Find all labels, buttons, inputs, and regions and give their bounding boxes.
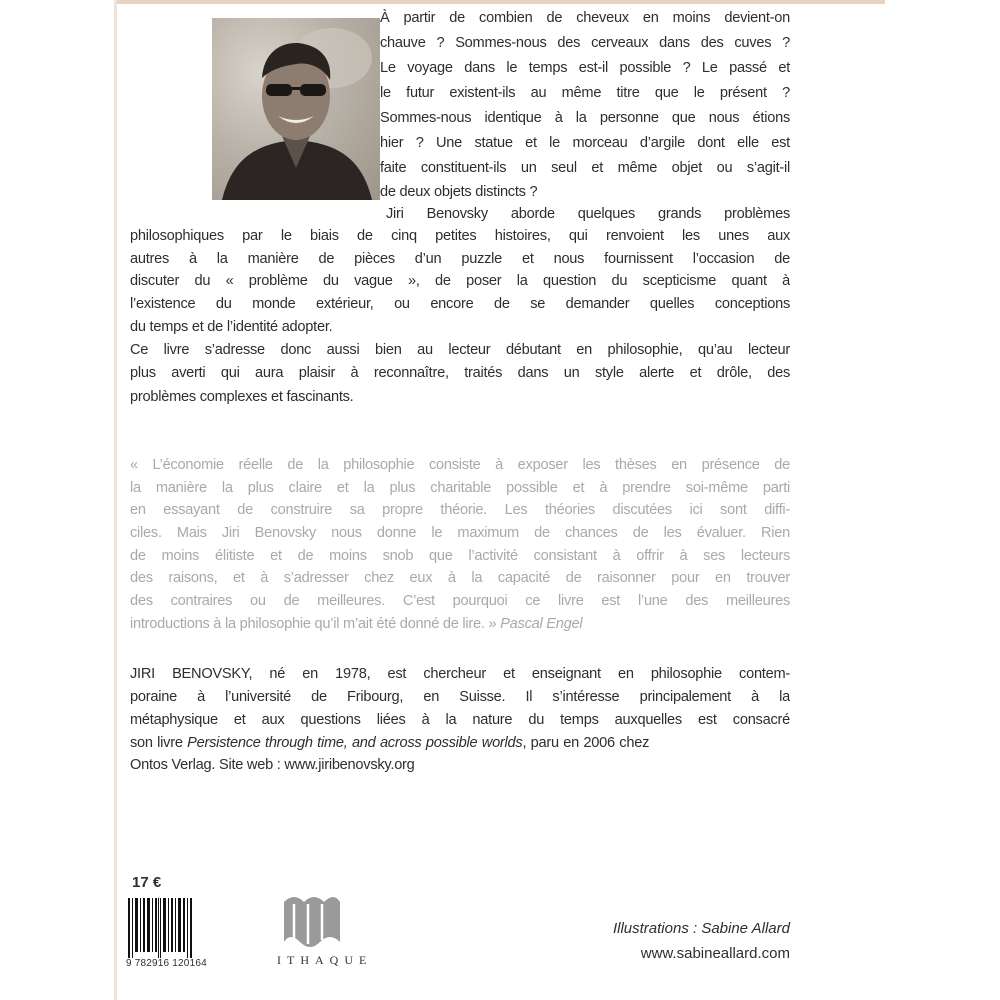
summary-line: autres à la manière de pièces d’un puzzle et nous fournissent l’occasion de <box>130 251 790 267</box>
quote-last-line <box>130 614 780 634</box>
audience-line: Ce livre s’adresse donc aussi bien au lecteur débutant en philosophie, qu’au lecteur <box>130 342 790 358</box>
summary-line: du temps et de l’identité adopter. <box>130 319 333 335</box>
barcode <box>128 898 192 958</box>
bio-line: poraine à l’université de Fribourg, en Suisse. Il s’intéresse principalement à la <box>130 689 790 705</box>
intro-line: chauve ? Sommes-nous des cerveaux dans des cuves ? <box>380 35 790 51</box>
summary-line: Jiri Benovsky aborde quelques grands problèmes <box>386 206 790 222</box>
quote-line: de moins élitiste et de moins snob que l’activité consistant à offrir à ses lecteurs <box>130 548 790 564</box>
quote-line: ciles. Mais Jiri Benovsky nous donne le maximum de chances de les évaluer. Rien <box>130 525 790 541</box>
bio-line: métaphysique et aux questions liées à la nature du temps auxquelles est consacré <box>130 712 790 728</box>
quote-line: en essayant de construire sa propre théorie. Les théories discutées ici sont diffi- <box>130 502 790 518</box>
quote-line: introductions à la philosophie qu’il m’ait été donné de lire. » <box>130 616 497 632</box>
quote-line: des contraires ou de meilleures. C’est pourquoi ce livre est l’une des meilleures <box>130 593 790 609</box>
intro-line: Sommes-nous identique à la personne que nous étions <box>380 110 790 126</box>
intro-line: Le voyage dans le temps est-il possible ? Le passé et <box>380 60 790 76</box>
illustrations-credit: Illustrations : Sabine Allard <box>612 920 790 937</box>
intro-line: faite constituent-ils un seul et même objet ou s’agit-il <box>380 160 790 176</box>
publisher-name: ITHAQUE <box>277 953 373 967</box>
isbn-number: 9 782916 120164 <box>126 958 207 969</box>
quote-line: la manière la plus claire et la plus charitable possible et à prendre soi-même parti <box>130 480 790 496</box>
book-title: Persistence through time, and across possible worlds <box>187 735 523 751</box>
summary-line: l’existence du monde extérieur, ou encore de se demander quelles conceptions <box>130 296 790 312</box>
cover-left-edge <box>114 0 117 1000</box>
summary-line: discuter du « problème du vague », de poser la question du scepticisme quant à <box>130 273 790 289</box>
bio-line: JIRI BENOVSKY, né en 1978, est chercheur et enseignant en philosophie contem- <box>130 666 790 682</box>
cover-top-edge <box>115 0 885 4</box>
quote-line: des raisons, et à s’adresser chez eux à la capacité de raisonner pour en trouver <box>130 570 790 586</box>
intro-line: À partir de combien de cheveux en moins devient-on <box>380 10 790 26</box>
intro-line: de deux objets distincts ? <box>380 184 538 200</box>
bio-text: son livre <box>130 735 188 751</box>
ithaque-logo-icon <box>278 896 344 948</box>
intro-line: le futur existent-ils au même titre que le présent ? <box>380 85 790 101</box>
audience-line: plus averti qui aura plaisir à reconnaître, traités dans un style alerte et drôle, des <box>130 365 790 381</box>
summary-line: philosophiques par le biais de cinq petites histoires, qui renvoient les unes aux <box>130 228 790 244</box>
bio-line <box>130 733 790 753</box>
illustrator-website: www.sabineallard.com <box>640 945 790 962</box>
author-photo <box>212 18 380 200</box>
price: 17 € <box>132 874 162 891</box>
audience-line: problèmes complexes et fascinants. <box>130 389 354 405</box>
quote-author: Pascal Engel <box>500 616 583 632</box>
quote-line: « L’économie réelle de la philosophie consiste à exposer les thèses en présence de <box>130 457 790 473</box>
bio-line: Ontos Verlag. Site web : www.jiribenovsky.org <box>130 757 415 773</box>
intro-line: hier ? Une statue et le morceau d’argile dont elle est <box>380 135 790 151</box>
bio-text: , paru en 2006 chez <box>522 735 650 751</box>
